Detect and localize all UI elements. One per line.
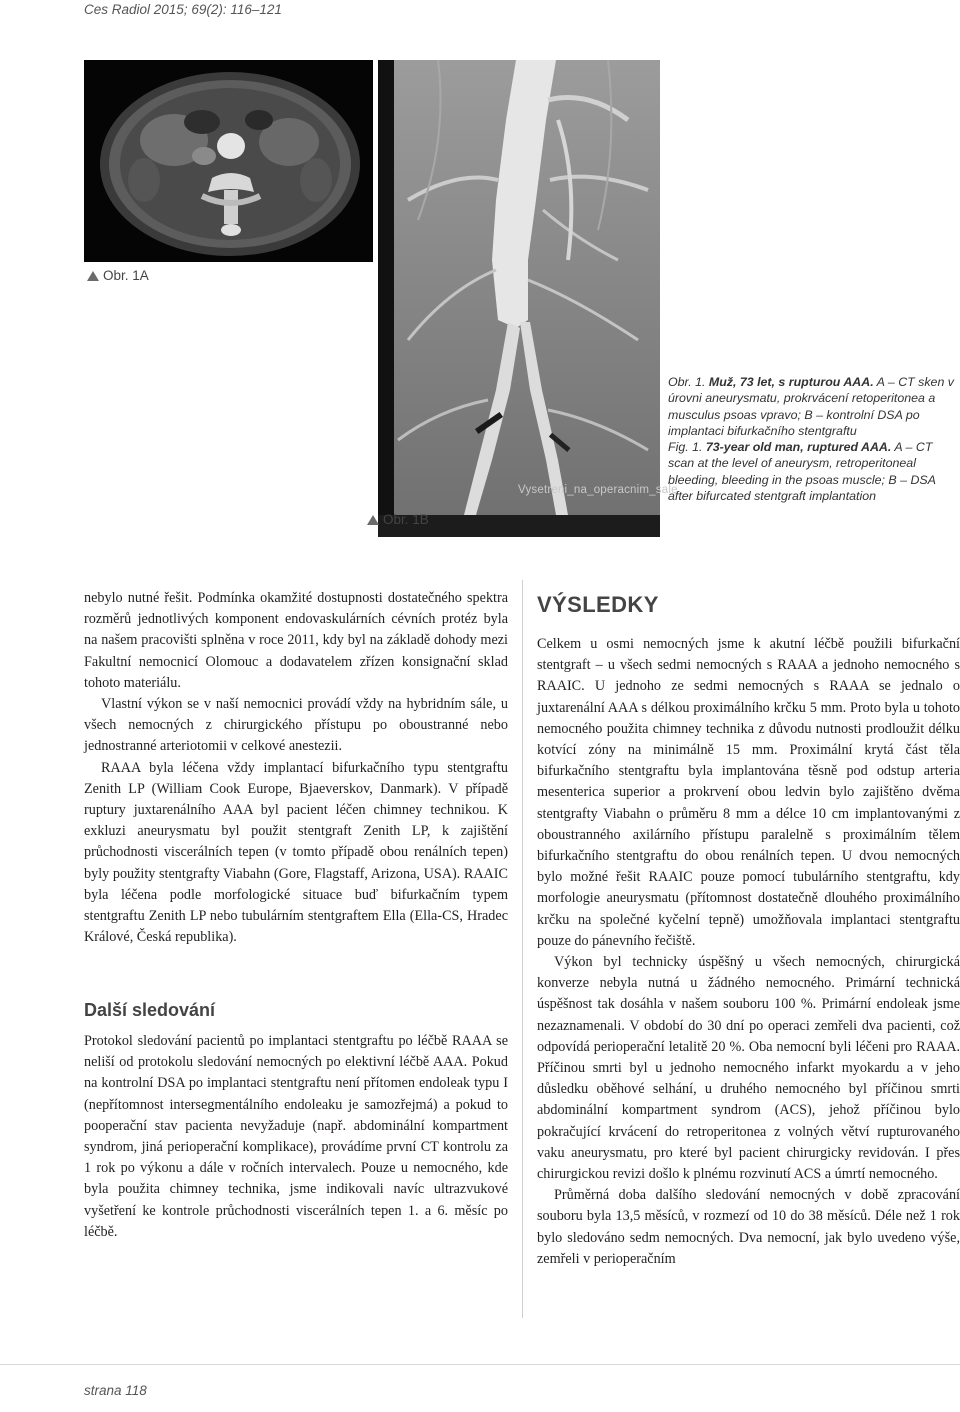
paragraph: Celkem u osmi nemocných jsme k akutní léčbě použili bifurkační stentgraft – u všech sedmi nemocných s RAAA a jednoho nemocného s RAAIC. U jednoho ze sedmi nemocných s RAAA se jednalo o juxtarenální AAA s délkou proximálního krčku 5 mm. Proto byla u tohoto nemocného použita chimney technika z důvodu nutnosti prodloužit délku kotvící zóny na minimálně 15 mm. Proximální krytá část těla bifurkačního stentgraftu byla implantována těsně pod odstup arteria mesenterica superior a prokrvení obou ledvin bylo zajištěno dvěma stentgrafty Viabahn o průměru 8 mm a délce 10 cm implantovanými z oboustranného axilárního přístupu paralelně s proximálním tělem bifurkačního stentgraftu do obou renálních tepen. U dvou nemocných bylo možné řešit RAAIC pouze pomocí tubulárního stentgraftu, kdy morfologie aneurysmatu (přítomnost dostatečně dlouhého proximálního krčku na společné kyčelní tepně) umožňovala implantaci stentgraftu pouze do pánevního řečiště. (537, 636, 960, 949)
paragraph: Výkon byl technicky úspěšný u všech nemocných, chirurgická konverze nebyla nutná u žádného nemocného. Primární technická úspěšnost tak dosáhla v našem souboru 100 %. Primární endoleak jsme nezaznamenali. V období do 30 dní po operaci zemřeli dva pacienti, což odpovídá perioperační letalitě 20 %. Oba nemocní byli léčeni pro RAAA. Příčinou smrti byl u jednoho nemocného infarkt myokardu a v jeho důsledku oběhové selhání, u druhého nemocného byl příčinou smrti abdominální kompartment syndrom (ACS), jehož příčinou bylo pokračující krvácení do retroperitonea z volných větví rupturovaného vaku aneurysmatu, pro které byl pacient chirurgicky revidován. I přes chirurgickou revizi došlo k plnému rozvinutí ACS a úmrtí nemocného. (537, 954, 960, 1183)
section-heading-follow-up: Další sledování (84, 1000, 216, 1020)
ct-scan-image (84, 60, 373, 262)
paragraph: Vlastní výkon se v naší nemocnici provádí vždy na hybridním sále, u všech nemocných z chirurgického přístupu po oboustranné nebo jednostranné arteriotomii v celkové anestezii. (84, 696, 508, 755)
left-column-text (84, 588, 508, 948)
triangle-up-icon (367, 515, 379, 525)
paragraph: RAAA byla léčena vždy implantací bifurkačního typu stentgraftu Zenith LP (William Cook Europe, Bjaeverskov, Danmark). V případě ruptury juxtarenálního AAA byl pacient léčen chimney technikou. K exkluzi aneurysmatu byl použit stentgraft Zenith LP, k zajištění průchodnosti viscerálních tepen (v tomto případě obou renálních tepen) byly použity stentgrafty Viabahn (Gore, Flagstaff, Arizona, USA). RAAIC byla léčena podle morfologické situace buď bifurkačním typem stentgraftu Zenith LP nebo tubulárním stentgraftem Ella (Ella-CS, Hradec Králové, Česká republika). (84, 759, 508, 946)
figure-1b-label: Obr. 1B (367, 512, 429, 527)
column-divider (522, 580, 523, 1318)
figure-caption (668, 374, 956, 504)
dsa-angiography-image (378, 60, 660, 537)
left-column-text-2 (84, 1031, 508, 1243)
paragraph: nebylo nutné řešit. Podmínka okamžité dostupnosti dostatečného spektra rozměrů jednotlivých komponent endovaskulárních cévních protéz byla na našem pracovišti splněna v roce 2011, kdy byl na základě dohody mezi Fakultní nemocnicí Olomouc a dodavatelem zřízen konsignační sklad tohoto materiálu. (84, 590, 508, 691)
right-column-text (537, 634, 960, 1270)
dsa-overlay-text: Vysetreni_na_operacnim_sale (518, 484, 678, 496)
paragraph: Průměrná doba dalšího sledování nemocných v době zpracování souboru byla 13,5 měsíců, v rozmezí od 10 do 38 měsíců. Déle než 1 rok bylo sledováno sedm nemocných. Dva nemocní, jak bylo uvedeno výše, zemřeli v perioperačním (537, 1187, 960, 1267)
caption-english: Fig. 1. 73-year old man, ruptured AAA. A – CT scan at the level of aneurysm, retroperitoneal bleeding, bleeding in the psoas muscle; B – DSA after bifurcated stentgraft implantation (668, 440, 936, 504)
section-heading-results: VÝSLEDKY (537, 592, 659, 617)
journal-citation: Ces Radiol 2015; 69(2): 116–121 (84, 2, 282, 17)
figure-1a-label: Obr. 1A (87, 268, 149, 283)
caption-czech: Obr. 1. Muž, 73 let, s rupturou AAA. A – CT sken v úrovni aneurysmatu, prokrvácení retoperitonea a musculus psoas vpravo; B – kontrolní DSA po implantaci bifurkačního stentgraftu (668, 375, 954, 438)
footer-divider (0, 1364, 960, 1365)
page-number: strana 118 (84, 1383, 147, 1398)
triangle-up-icon (87, 271, 99, 281)
paragraph: Protokol sledování pacientů po implantaci stentgraftu po léčbě RAAA se neliší od protokolu sledování nemocných po elektivní léčbě AAA. Pokud na kontrolní DSA po implantaci stentgraftu není přítomen endoleak typu I (nepřítomnost intersegmentálního endoleaku je samozřejmá) a pokud to pooperační stav pacienta nevyžaduje (např. abdominální kompartment syndrom, jiná perioperační komplikace), provádíme první CT kontrolu za 1 rok po výkonu a dále v ročních intervalech. Pouze u nemocného, kde byla použita chimney technika, jsme indikovali navíc ultrazvukové vyšetření ke kontrole průchodnosti viscerálních tepen 1. a 6. měsíc po léčbě. (84, 1033, 508, 1240)
